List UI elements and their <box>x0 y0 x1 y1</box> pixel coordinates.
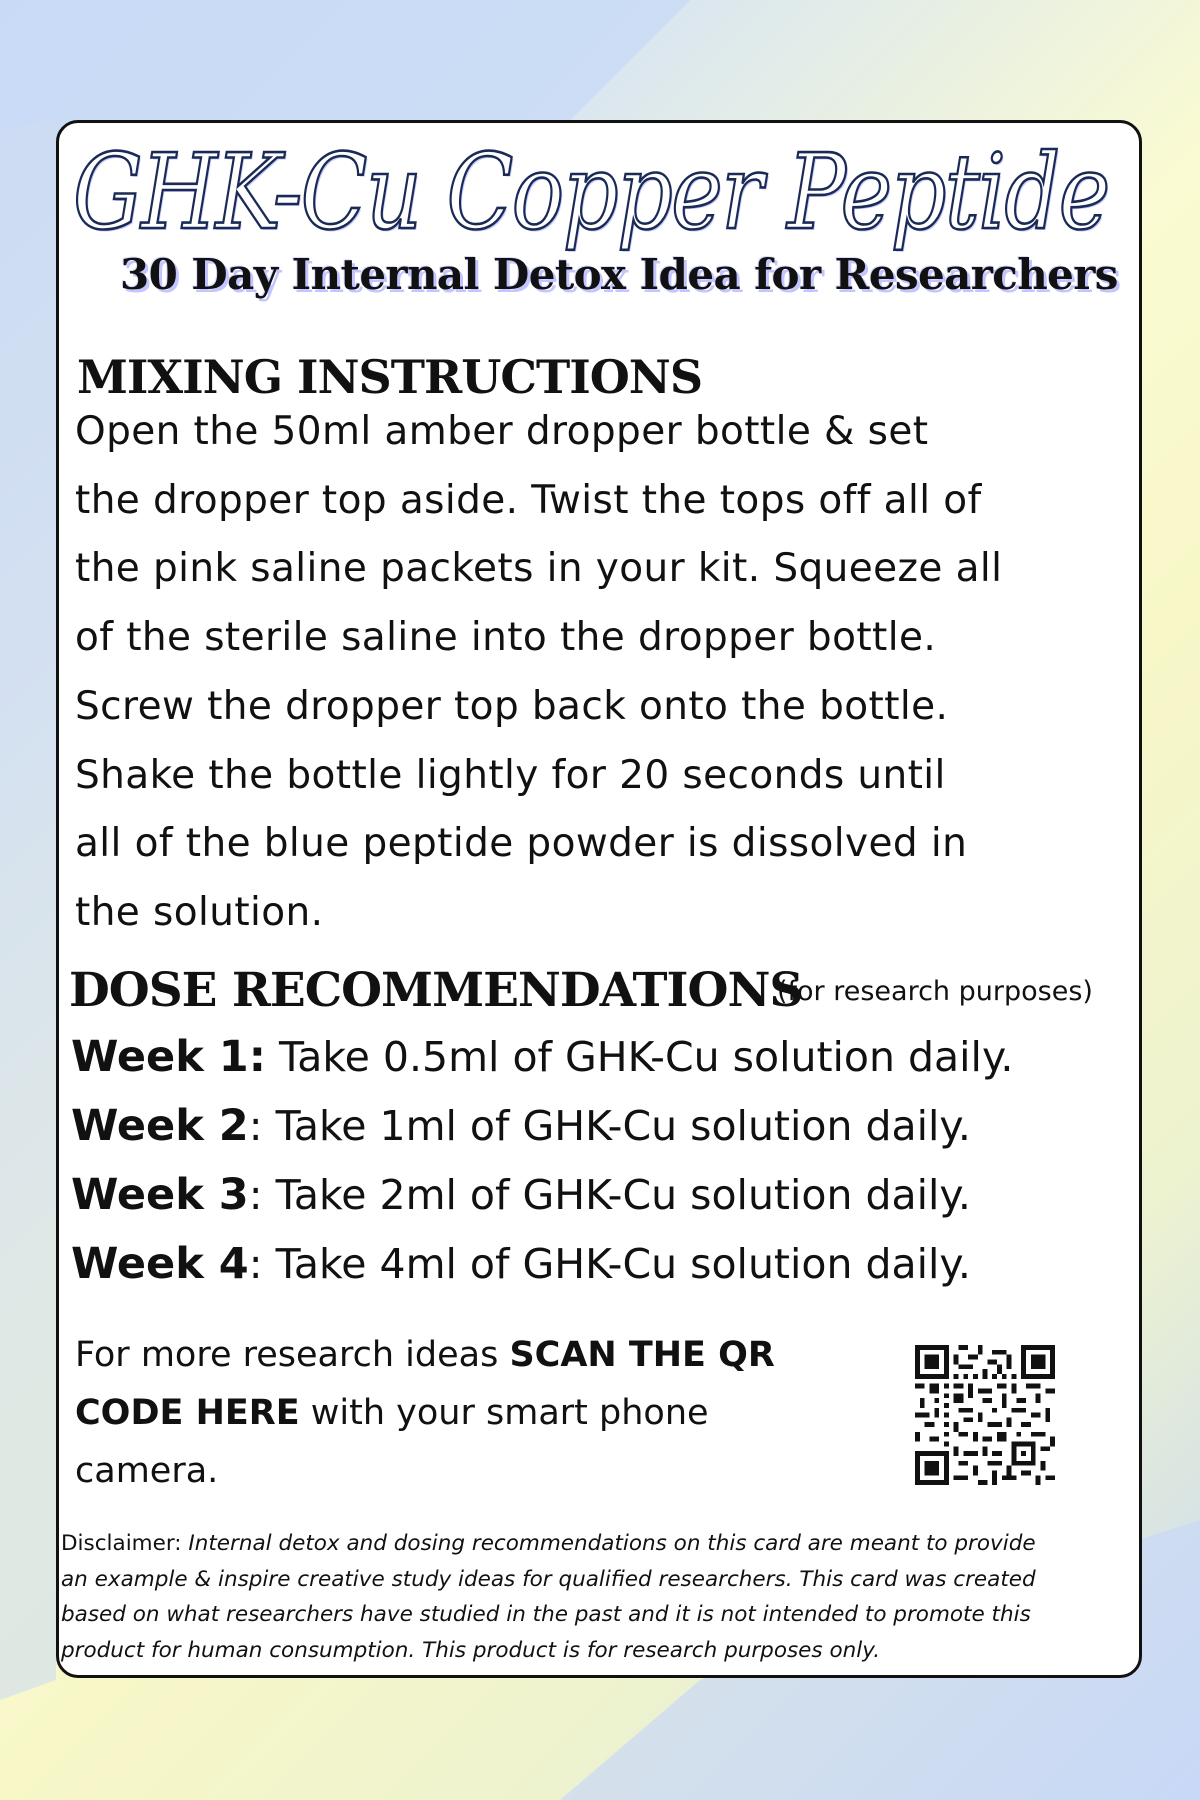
qr-code-icon[interactable] <box>915 1345 1055 1485</box>
mixing-heading: MIXING INSTRUCTIONS <box>77 350 703 404</box>
disclaimer-line: an example & inspire creative study ideas for qualified researchers. This card was created <box>61 1566 1036 1592</box>
mixing-line: all of the blue peptide powder is dissolved in <box>75 821 968 867</box>
disclaimer-lead: Disclaimer: <box>61 1531 189 1556</box>
disclaimer-text: Internal detox and dosing recommendations on this card are meant to provide <box>188 1531 1036 1556</box>
week-text: : Take 4ml of GHK-Cu solution daily. <box>248 1240 971 1288</box>
mixing-instructions <box>75 398 1115 948</box>
disclaimer-line: based on what researchers have studied in the past and it is not intended to promote this <box>61 1602 1031 1627</box>
week-item <box>71 1230 1013 1299</box>
page-subtitle: 30 Day Internal Detox Idea for Researchers <box>120 250 1118 299</box>
dose-heading: DOSE RECOMMENDATIONS <box>69 963 803 1018</box>
dose-note: (for research purposes) <box>777 976 1093 1007</box>
qr-text-normal: For more research ideas <box>75 1335 510 1375</box>
week-label: Week 2 <box>71 1101 249 1151</box>
instruction-card <box>56 120 1142 1678</box>
disclaimer <box>61 1526 1139 1668</box>
product-title: GHK-Cu Copper Peptide <box>73 131 1109 253</box>
week-text: Take 0.5ml of GHK-Cu solution daily. <box>265 1033 1014 1081</box>
qr-instructions <box>75 1326 895 1500</box>
mixing-line: Open the 50ml amber dropper bottle & set <box>75 409 929 454</box>
week-item <box>71 1161 1013 1230</box>
mixing-line: Screw the dropper top back onto the bottle. <box>75 683 949 729</box>
qr-text-bold: CODE HERE <box>75 1393 300 1433</box>
mixing-line: the pink saline packets in your kit. Squeeze all <box>75 546 1003 592</box>
disclaimer-line: product for human consumption. This product is for research purposes only. <box>61 1637 881 1663</box>
qr-line-3: camera. <box>75 1451 219 1491</box>
mixing-line: of the sterile saline into the dropper bottle. <box>75 615 937 661</box>
mixing-line: the solution. <box>75 889 324 935</box>
qr-text-normal: with your smart phone <box>299 1393 709 1433</box>
qr-line-1 <box>75 1326 895 1384</box>
week-item <box>71 1092 1013 1161</box>
disclaimer-line <box>61 1526 1139 1562</box>
week-text: : Take 2ml of GHK-Cu solution daily. <box>248 1171 971 1219</box>
qr-line-2 <box>75 1384 895 1442</box>
week-label: Week 1: <box>71 1032 266 1082</box>
dose-weeks-list <box>71 1023 1013 1299</box>
week-label: Week 4 <box>71 1239 249 1289</box>
week-item <box>71 1023 1013 1092</box>
mixing-line: the dropper top aside. Twist the tops off all of <box>75 477 982 523</box>
week-text: : Take 1ml of GHK-Cu solution daily. <box>248 1102 971 1150</box>
mixing-line: Shake the bottle lightly for 20 seconds until <box>75 752 946 798</box>
qr-text-bold: SCAN THE QR <box>509 1335 775 1375</box>
week-label: Week 3 <box>71 1170 249 1220</box>
